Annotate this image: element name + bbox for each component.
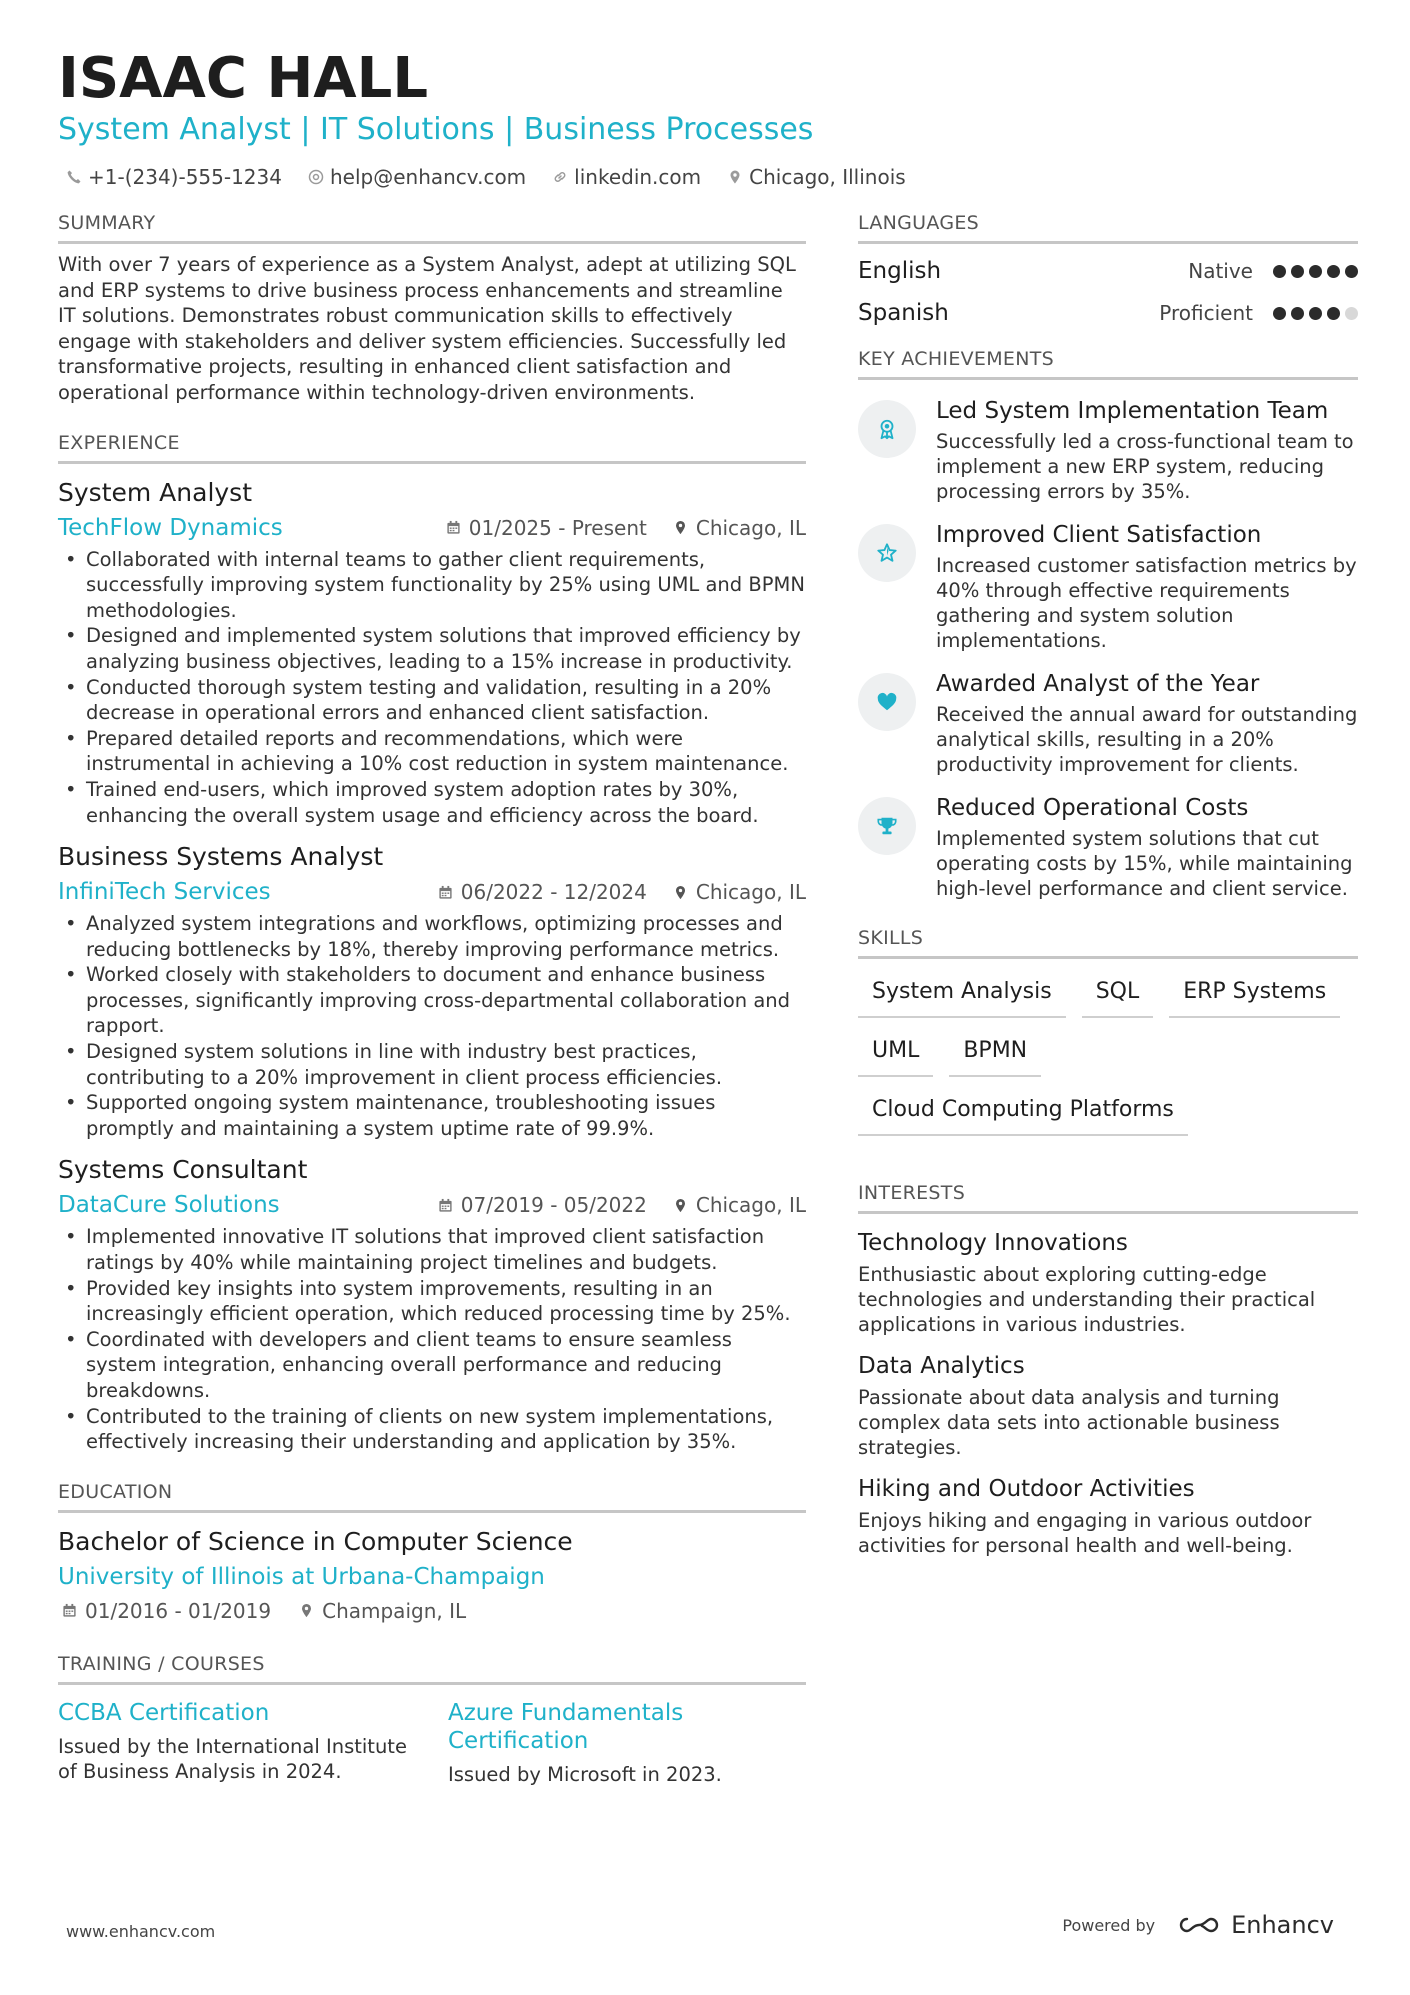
skills-section (858, 925, 1358, 1136)
contact-email-text: help@enhancv.com (329, 165, 527, 189)
skill-tag: System Analysis (858, 971, 1066, 1018)
trophy-icon (876, 815, 898, 837)
course-name: Azure Fundamentals Certification (448, 1699, 684, 1754)
rating-dot-filled (1327, 307, 1340, 320)
job-dates-text: 01/2025 - Present (468, 515, 647, 540)
contact-linkedin-text: linkedin.com (574, 165, 702, 189)
calendar-icon (446, 520, 461, 535)
rating-dot-filled (1309, 307, 1322, 320)
job-title: Systems Consultant (58, 1155, 308, 1185)
achievement-desc: Increased customer satisfaction metrics by 40% through effective requirements gathering and system solution implementations. (936, 554, 1357, 652)
job-meta-right (446, 512, 806, 544)
footer-branding (1062, 1911, 1334, 1939)
achievement-title: Awarded Analyst of the Year (936, 671, 1260, 697)
experience-entry (58, 1153, 806, 1454)
job-bullet: • Collaborated with internal teams to gather client requirements, successfully improving system functionality by 25% using UML and BPMN methodologies. (58, 547, 806, 624)
degree-title: Bachelor of Science in Computer Science (58, 1526, 573, 1556)
contact-linkedin[interactable] (552, 163, 701, 191)
achievement-title: Improved Client Satisfaction (936, 522, 1262, 548)
location-pin-icon (673, 885, 688, 900)
education-location-text: Champaign, IL (322, 1598, 467, 1623)
education-location (299, 1597, 466, 1625)
language-proficiency (1159, 301, 1358, 325)
achievement-desc: Successfully led a cross-functional team to implement a new ERP system, reducing processing errors by 35%. (936, 430, 1354, 503)
job-meta-right (438, 876, 806, 908)
course-item (448, 1699, 798, 1787)
brand-name: Enhancv (1231, 1911, 1334, 1939)
right-column (858, 210, 1358, 1558)
contact-phone-text: +1-(234)-555-1234 (88, 165, 282, 189)
language-level: Proficient (1159, 301, 1253, 325)
skill-tag: ERP Systems (1169, 971, 1340, 1018)
job-bullet: • Prepared detailed reports and recommendations, which were instrumental in achieving a 10% cost reduction in system maintenance. (58, 726, 806, 777)
course-desc: Issued by Microsoft in 2023. (448, 1762, 722, 1786)
achievements-section (858, 346, 1358, 901)
calendar-icon (438, 1198, 453, 1213)
job-bullet: • Trained end-users, which improved system adoption rates by 30%, enhancing the overall system usage and efficiency across the board. (58, 777, 806, 828)
contact-location-text: Chicago, Illinois (749, 165, 906, 189)
school-name: University of Illinois at Urbana-Champaign (58, 1563, 545, 1590)
job-location-text: Chicago, IL (695, 515, 806, 540)
rating-dot-empty (1345, 307, 1358, 320)
job-bullet: • Supported ongoing system maintenance, troubleshooting issues promptly and maintaining a system uptime rate of 99.9%. (58, 1090, 806, 1141)
training-heading: TRAINING / COURSES (58, 1651, 806, 1685)
language-level: Native (1188, 259, 1253, 283)
interest-item (858, 1228, 1358, 1337)
rating-dot-filled (1327, 265, 1340, 278)
company-name: InfiniTech Services (58, 879, 271, 906)
job-location-text: Chicago, IL (695, 880, 806, 905)
location-pin-icon (673, 520, 688, 535)
languages-section (858, 210, 1358, 330)
job-meta (58, 1189, 806, 1221)
job-location (673, 512, 806, 544)
rating-dot-filled (1291, 265, 1304, 278)
job-title: Business Systems Analyst (58, 842, 384, 872)
language-name: English (858, 258, 942, 284)
phone-icon (66, 169, 82, 185)
contact-phone[interactable] (66, 163, 282, 191)
job-location-text: Chicago, IL (695, 1193, 806, 1218)
job-bullets (58, 547, 806, 829)
rating-dot-filled (1273, 265, 1286, 278)
summary-text: With over 7 years of experience as a System Analyst, adept at utilizing SQL and ERP systems to drive business process enhancements and streamline IT solutions. Demonstrates robust communication skills to effectively engage with stakeholders and deliver system efficiencies. Successfully led transformative projects, resulting in enhanced client satisfaction and operational performance within technology-driven environments. (58, 253, 796, 404)
skill-tag: SQL (1082, 971, 1154, 1018)
languages-heading: LANGUAGES (858, 210, 1358, 244)
calendar-icon (438, 885, 453, 900)
job-location (673, 1189, 806, 1221)
achievement-desc: Implemented system solutions that cut operating costs by 15%, while maintaining high-level performance and client service. (936, 827, 1353, 900)
achievement-body (936, 520, 1358, 653)
job-dates-text: 06/2022 - 12/2024 (460, 880, 647, 905)
achievement-title: Reduced Operational Costs (936, 795, 1249, 821)
star-icon (876, 542, 898, 564)
achievement-icon-badge (858, 524, 916, 582)
job-location (673, 876, 806, 908)
interest-title: Technology Innovations (858, 1230, 1128, 1256)
job-meta (58, 876, 806, 908)
interest-desc: Enjoys hiking and engaging in various outdoor activities for personal health and well-being. (858, 1509, 1312, 1557)
course-item (58, 1699, 408, 1787)
interest-item (858, 1474, 1358, 1558)
achievement-body (936, 793, 1358, 901)
powered-by-label: Powered by (1062, 1915, 1156, 1935)
candidate-headline: System Analyst | IT Solutions | Business Processes (58, 112, 814, 147)
achievement-item (858, 396, 1358, 504)
interest-desc: Enthusiastic about exploring cutting-edge technologies and understanding their practical applications in various industries. (858, 1263, 1316, 1336)
job-meta-right (438, 1189, 806, 1221)
experience-section (58, 430, 806, 1455)
link-icon (552, 169, 568, 185)
skill-tag: BPMN (949, 1030, 1041, 1077)
job-dates (438, 1189, 647, 1221)
achievement-item (858, 669, 1358, 777)
contact-bar (66, 163, 906, 191)
job-bullet: • Worked closely with stakeholders to document and enhance business processes, significantly improving cross-departmental collaboration and rapport. (58, 962, 806, 1039)
achievement-body (936, 396, 1358, 504)
interests-section (858, 1180, 1358, 1558)
course-name: CCBA Certification (58, 1699, 270, 1726)
interests-heading: INTERESTS (858, 1180, 1358, 1214)
job-bullet: • Contributed to the training of clients on new system implementations, effectively increasing their understanding and application by 35%. (58, 1404, 806, 1455)
interest-desc: Passionate about data analysis and turning complex data sets into actionable business strategies. (858, 1386, 1280, 1459)
contact-email[interactable] (308, 163, 526, 191)
education-dates (62, 1597, 271, 1625)
contact-location (727, 163, 906, 191)
interest-title: Hiking and Outdoor Activities (858, 1476, 1195, 1502)
experience-entry (58, 476, 806, 829)
job-bullet: • Coordinated with developers and client teams to ensure seamless system integration, enhancing overall performance and reducing breakdowns. (58, 1327, 806, 1404)
skill-tag: Cloud Computing Platforms (858, 1089, 1188, 1136)
experience-heading: EXPERIENCE (58, 430, 806, 464)
language-name: Spanish (858, 300, 949, 326)
language-rating (1273, 307, 1358, 320)
job-title: System Analyst (58, 477, 253, 507)
achievement-icon-badge (858, 673, 916, 731)
language-item (858, 254, 1358, 288)
achievement-desc: Received the annual award for outstanding analytical skills, resulting in a 20% productivity improvement for clients. (936, 703, 1358, 776)
skill-list (858, 971, 1358, 1136)
job-bullet: • Implemented innovative IT solutions that improved client satisfaction ratings by 40% while maintaining project timelines and budgets. (58, 1224, 806, 1275)
experience-entry (58, 840, 806, 1141)
job-bullet: • Designed and implemented system solutions that improved efficiency by analyzing business objectives, leading to a 15% increase in productivity. (58, 623, 806, 674)
location-pin-icon (673, 1198, 688, 1213)
summary-heading: SUMMARY (58, 210, 806, 244)
location-pin-icon (299, 1603, 314, 1618)
skill-tag: UML (858, 1030, 933, 1077)
education-meta (58, 1597, 806, 1625)
achievement-title: Led System Implementation Team (936, 398, 1329, 424)
language-item (858, 296, 1358, 330)
rating-dot-filled (1273, 307, 1286, 320)
education-dates-text: 01/2016 - 01/2019 (85, 1598, 272, 1623)
education-section (58, 1479, 806, 1625)
calendar-icon (62, 1603, 77, 1618)
job-bullet: • Designed system solutions in line with industry best practices, contributing to a 20% improvement in client process efficiencies. (58, 1039, 806, 1090)
job-bullet: • Provided key insights into system improvements, resulting in an increasingly efficient operation, which reduced processing time by 25%. (58, 1276, 806, 1327)
job-dates-text: 07/2019 - 05/2022 (460, 1193, 647, 1218)
job-dates (438, 876, 647, 908)
interest-item (858, 1351, 1358, 1460)
achievement-icon-badge (858, 400, 916, 458)
training-section (58, 1651, 806, 1787)
course-desc: Issued by the International Institute of Business Analysis in 2024. (58, 1734, 407, 1783)
summary-section (58, 210, 806, 406)
heart-icon (876, 691, 898, 713)
enhancv-logo-icon (1177, 1913, 1221, 1937)
location-pin-icon (727, 169, 743, 185)
job-bullet: • Analyzed system integrations and workflows, optimizing processes and reducing bottlenecks by 18%, thereby improving performance metrics. (58, 911, 806, 962)
course-list (58, 1699, 806, 1787)
candidate-name: ISAAC HALL (58, 46, 429, 111)
job-bullets (58, 1224, 806, 1454)
language-proficiency (1188, 259, 1358, 283)
skills-heading: SKILLS (858, 925, 1358, 959)
award-ribbon-icon (876, 418, 898, 440)
company-name: TechFlow Dynamics (58, 514, 283, 541)
rating-dot-filled (1309, 265, 1322, 278)
footer-website[interactable]: www.enhancv.com (66, 1922, 216, 1941)
achievements-heading: KEY ACHIEVEMENTS (858, 346, 1358, 380)
brand-logo[interactable] (1177, 1911, 1334, 1939)
job-meta (58, 512, 806, 544)
education-heading: EDUCATION (58, 1479, 806, 1513)
at-icon (308, 169, 324, 185)
rating-dot-filled (1291, 307, 1304, 320)
language-rating (1273, 265, 1358, 278)
achievement-item (858, 520, 1358, 653)
job-dates (446, 512, 647, 544)
achievement-icon-badge (858, 797, 916, 855)
left-column (58, 210, 806, 1787)
interest-title: Data Analytics (858, 1353, 1025, 1379)
achievement-body (936, 669, 1358, 777)
rating-dot-filled (1345, 265, 1358, 278)
achievement-item (858, 793, 1358, 901)
job-bullet: • Conducted thorough system testing and validation, resulting in a 20% decrease in operational errors and enhanced client satisfaction. (58, 675, 806, 726)
job-bullets (58, 911, 806, 1141)
company-name: DataCure Solutions (58, 1192, 280, 1219)
